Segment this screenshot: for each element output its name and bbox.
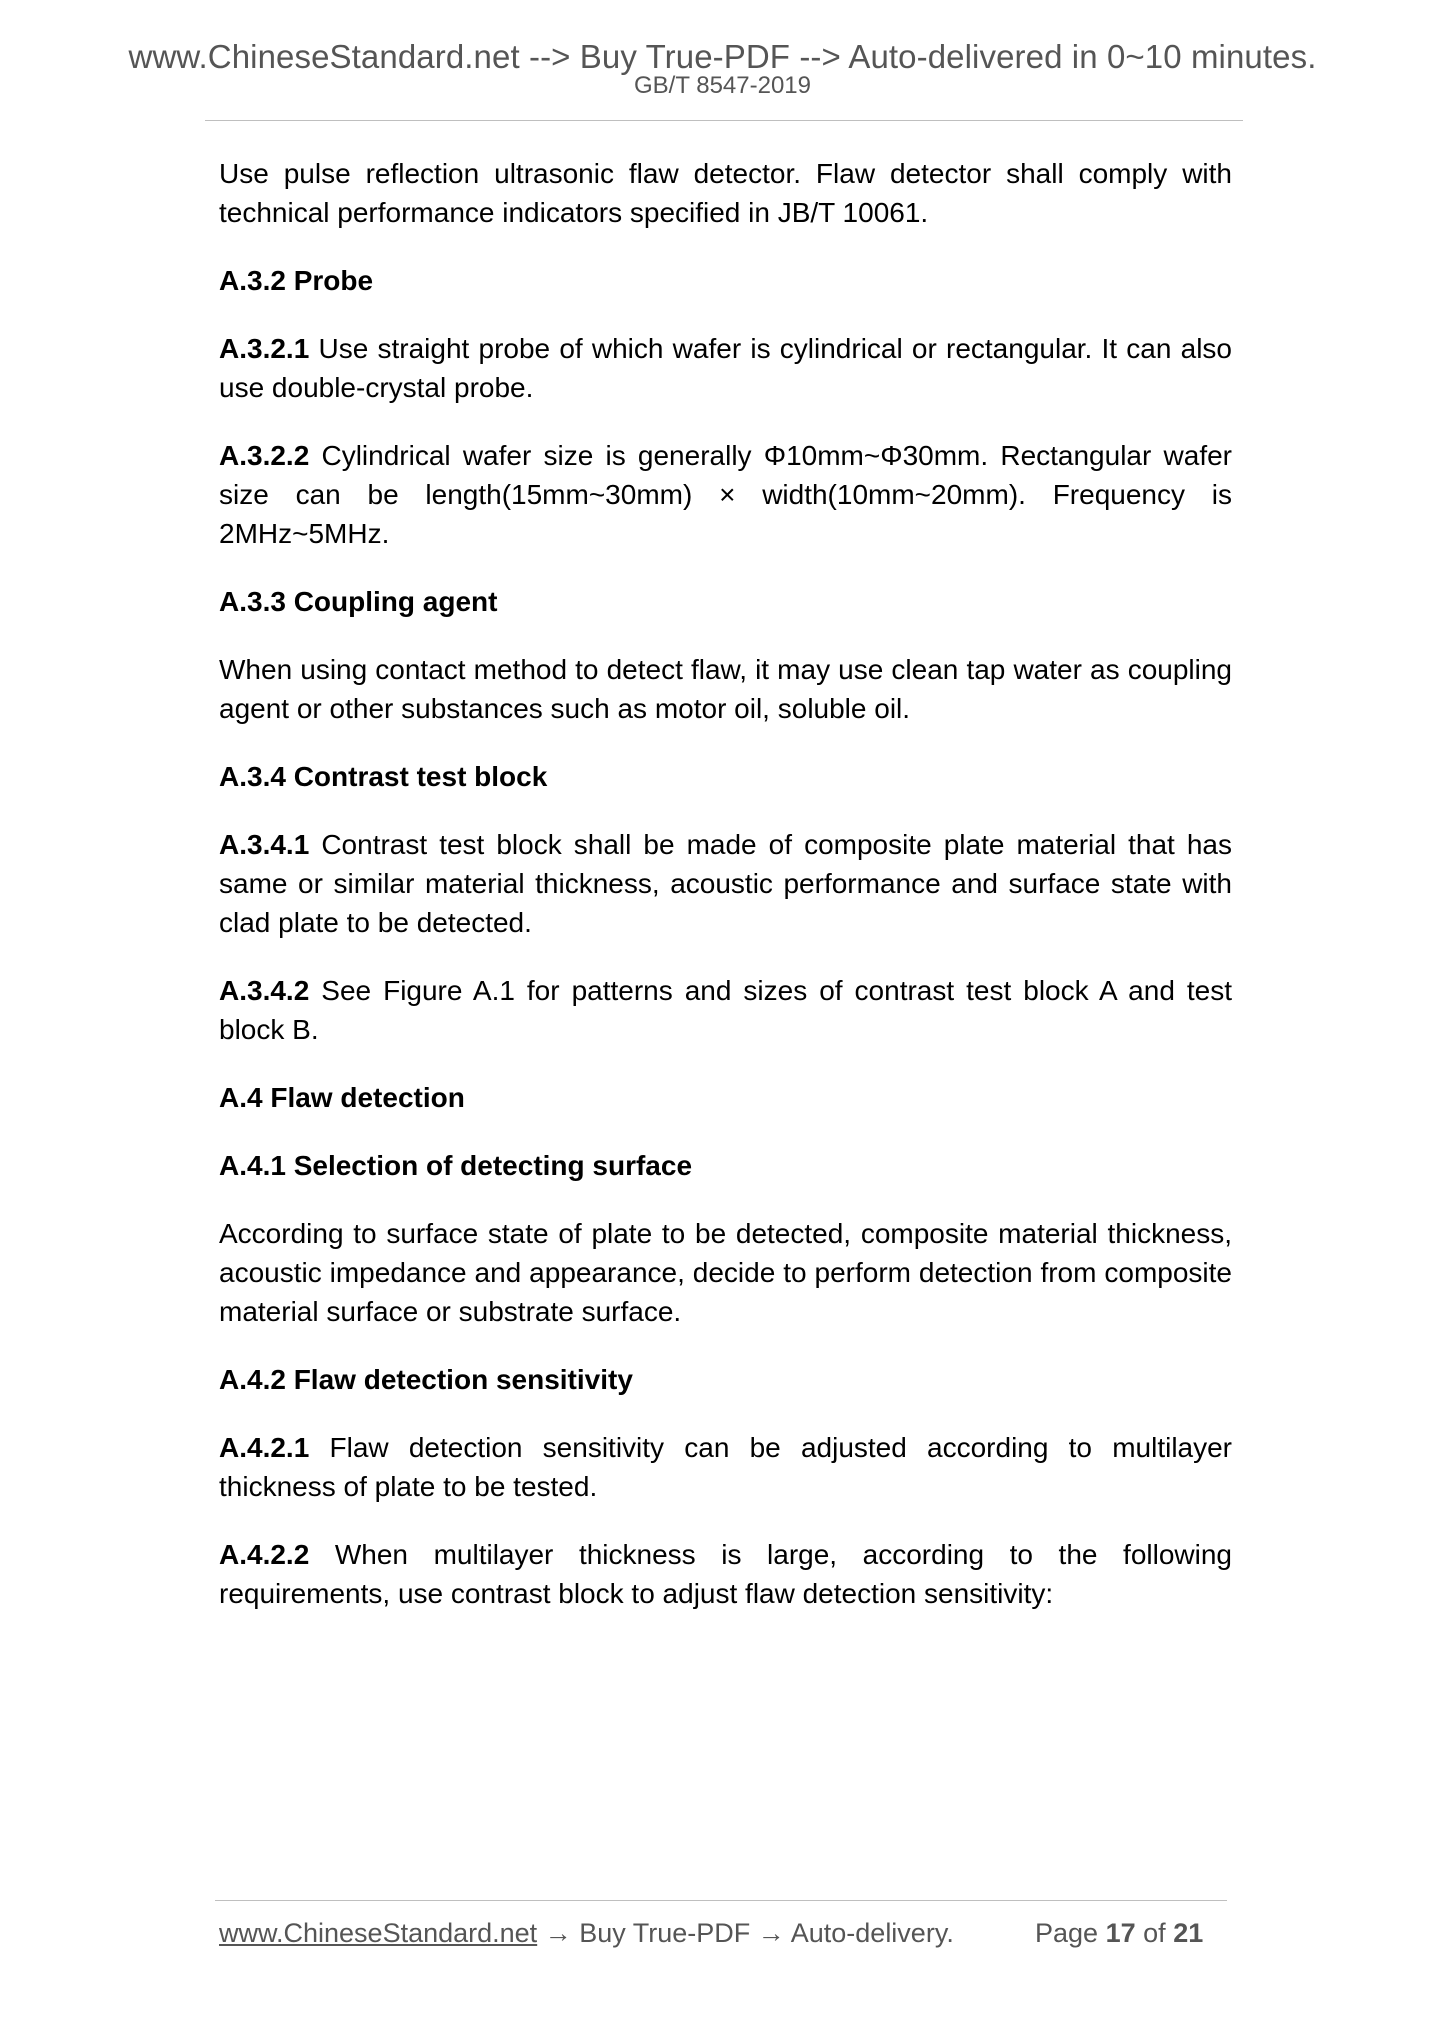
standard-code: GB/T 8547-2019 bbox=[633, 72, 811, 99]
of-label: of bbox=[1143, 1918, 1166, 1948]
footer-divider bbox=[215, 1900, 1227, 1901]
clause-number: A.3.2.2 bbox=[219, 440, 310, 471]
section-heading bbox=[219, 757, 1232, 796]
section-heading bbox=[219, 582, 1232, 621]
paragraph bbox=[219, 436, 1232, 553]
heading-text: A.4.1 Selection of detecting surface bbox=[219, 1150, 693, 1181]
clause-number: A.3.2.1 bbox=[219, 333, 310, 364]
heading-text: A.3.2 Probe bbox=[219, 265, 374, 296]
paragraph bbox=[219, 825, 1232, 942]
paragraph-text: According to surface state of plate to be detected, composite material thickness, acoustic impedance and appearance, decide to perform detection from composite material surface or substrate surface. bbox=[219, 1218, 1232, 1327]
paragraph-text: Use straight probe of which wafer is cylindrical or rectangular. It can also use double-crystal probe. bbox=[219, 333, 1233, 403]
paragraph bbox=[219, 971, 1232, 1049]
section-heading bbox=[219, 1146, 1232, 1185]
section-heading bbox=[219, 1360, 1232, 1399]
page-label: Page bbox=[1035, 1918, 1099, 1948]
paragraph bbox=[219, 1214, 1232, 1331]
heading-text: A.4 Flaw detection bbox=[219, 1082, 465, 1113]
footer-promo bbox=[219, 1918, 954, 1949]
section-heading bbox=[219, 261, 1232, 300]
paragraph-text: Contrast test block shall be made of composite plate material that has same or similar material thickness, acoustic performance and surface state with clad plate to be detected. bbox=[219, 829, 1232, 938]
paragraph-text: Use pulse reflection ultrasonic flaw detector. Flaw detector shall comply with technical performance indicators specified in JB/T 10061. bbox=[219, 158, 1232, 228]
page-indicator bbox=[1035, 1918, 1203, 1949]
clause-number: A.4.2.1 bbox=[219, 1432, 310, 1463]
page-number: 17 bbox=[1105, 1918, 1136, 1948]
paragraph bbox=[219, 329, 1232, 407]
total-pages: 21 bbox=[1173, 1918, 1204, 1948]
paragraph bbox=[219, 650, 1232, 728]
footer-site-link[interactable]: www.ChineseStandard.net bbox=[219, 1918, 538, 1948]
paragraph-text: Flaw detection sensitivity can be adjusted according to multilayer thickness of plate to be tested. bbox=[219, 1432, 1233, 1502]
paragraph-text: When multilayer thickness is large, according to the following requirements, use contrast block to adjust flaw detection sensitivity: bbox=[219, 1539, 1233, 1609]
paragraph bbox=[219, 1428, 1232, 1506]
paragraph bbox=[219, 1535, 1232, 1613]
paragraph-text: Cylindrical wafer size is generally Φ10mm~Φ30mm. Rectangular wafer size can be length(15mm~30mm) × width(10mm~20mm). Frequency is 2MHz~5MHz. bbox=[219, 440, 1232, 549]
paragraph-text: When using contact method to detect flaw, it may use clean tap water as coupling agent or other substances such as motor oil, soluble oil. bbox=[219, 654, 1232, 724]
heading-text: A.3.4 Contrast test block bbox=[219, 761, 548, 792]
paragraph-text: See Figure A.1 for patterns and sizes of contrast test block A and test block B. bbox=[219, 975, 1233, 1045]
header-banner: www.ChineseStandard.net --> Buy True-PDF --> Auto-delivered in 0~10 minutes. bbox=[128, 38, 1317, 75]
clause-number: A.3.4.2 bbox=[219, 975, 310, 1006]
document-body bbox=[219, 154, 1232, 1642]
section-heading bbox=[219, 1078, 1232, 1117]
header-divider bbox=[205, 120, 1243, 121]
paragraph bbox=[219, 154, 1232, 232]
footer-promo-text: → Buy True-PDF → Auto-delivery. bbox=[537, 1918, 954, 1948]
heading-text: A.3.3 Coupling agent bbox=[219, 586, 498, 617]
clause-number: A.3.4.1 bbox=[219, 829, 310, 860]
clause-number: A.4.2.2 bbox=[219, 1539, 310, 1570]
heading-text: A.4.2 Flaw detection sensitivity bbox=[219, 1364, 633, 1395]
